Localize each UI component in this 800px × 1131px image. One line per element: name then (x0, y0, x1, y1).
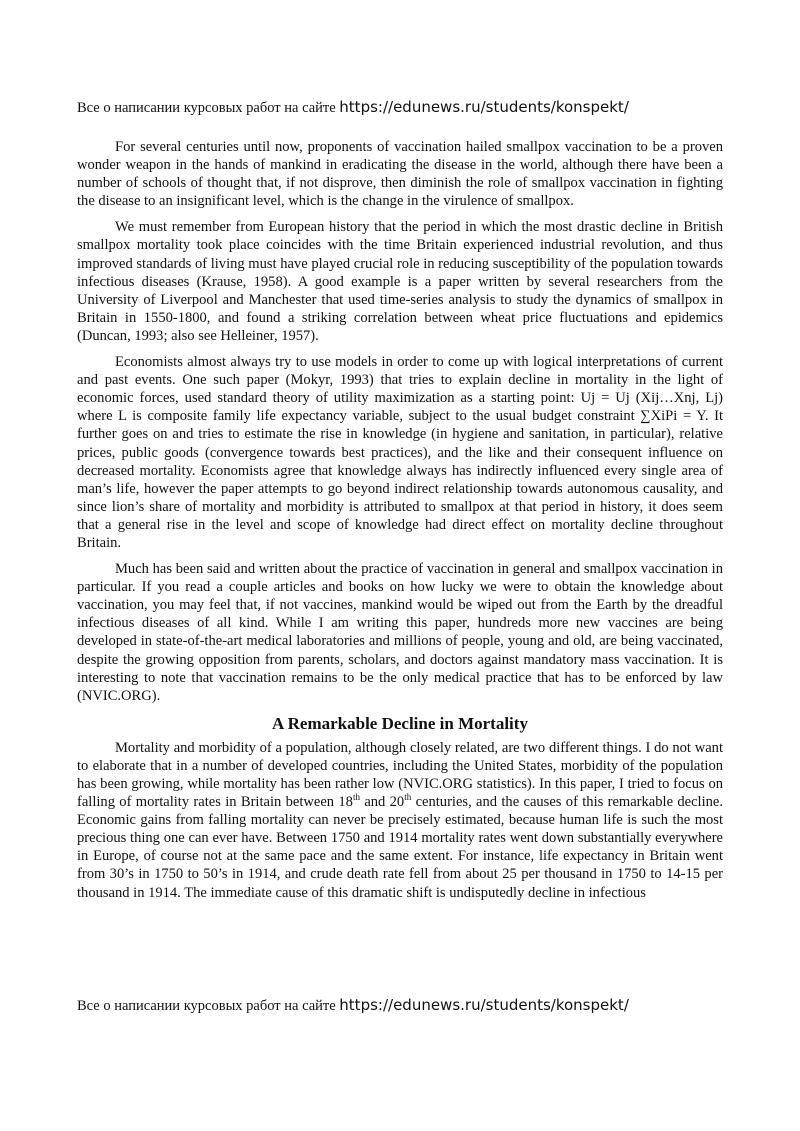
section-heading: A Remarkable Decline in Mortality (272, 713, 528, 733)
paragraph-3: Economists almost always try to use models in order to come up with logical interpretations of current and past events. One such paper (Mokyr, 1993) that tries to explain decline in mortality in the light of economic forces, used standard theory of utility maximization as a starting point: Uj = Uj (Xij…Xnj, Lj) where L is composite family life expectancy variable, subject to the usual budget constraint ∑XiPi = Y. It further goes on and tries to estimate the rise in knowledge (in hygiene and sanitation, in particular), relative prices, public goods (convergence towards best practices), and the like and their consequent influence on decreased mortality. Economists agree that knowledge always has indirectly influenced every single area of man’s life, however the paper attempts to go beyond indirect relationship towards autonomous causality, and since lion’s share of mortality and morbidity is attributed to smallpox at that period in history, it does seem that a general rise in the level and scope of knowledge had direct effect on mortality decline throughout Britain. (77, 354, 723, 551)
paragraph-5-part-1: Mortality and morbidity of a population, although closely related, are two different things. I do not want to elaborate that in a number of developed countries, including the United States, morbidity of the population has been growing, while mortality has been rather low (NVIC.ORG statistics). In this paper, I tried to focus on falling of mortality rates in Britain between 18 (77, 739, 723, 811)
page-footer (77, 995, 740, 1016)
paragraph-5 (77, 739, 723, 902)
document-body (77, 138, 723, 910)
paragraph-5-part-2: and 20 (359, 794, 405, 811)
page-header (77, 97, 740, 118)
footer-link[interactable]: https://edunews.ru/students/konspekt/ (339, 996, 629, 1014)
paragraph-2: We must remember from European history that the period in which the most drastic decline in British smallpox mortality took place coincides with the time Britain experienced industrial revolution, and thus improved standards of living must have played crucial role in reducing susceptibility of the population towards infectious diseases (Krause, 1958). A good example is a paper written by several researchers from the University of Liverpool and Manchester that used time-series analysis to study the dynamics of smallpox in Britain in 1550-1800, and found a striking correlation between wheat price fluctuations and epidemics (Duncan, 1993; also see Helleiner, 1957). (77, 219, 723, 344)
footer-text: Все о написании курсовых работ на сайте (77, 998, 340, 1014)
superscript-th-2: th (404, 792, 412, 803)
paragraph-4: Much has been said and written about the practice of vaccination in general and smallpox vaccination in particular. If you read a couple articles and books on how lucky we were to obtain the knowledge about vaccination, you may feel that, if not vaccines, mankind would be wiped out from the Earth by the dreadful infectious diseases of all kind. While I am writing this paper, hundreds more new vaccines are being developed in state-of-the-art medical laboratories and millions of people, young and old, are being vaccinated, despite the growing opposition from parents, scholars, and doctors against mandatory mass vaccination. It is interesting to note that vaccination remains to be the only medical practice that has to be enforced by law (NVIC.ORG). (77, 561, 723, 704)
paragraph-1: For several centuries until now, proponents of vaccination hailed smallpox vaccination to be a proven wonder weapon in the hands of mankind in eradicating the disease in the world, although there have been a number of schools of thought that, if not disprove, then diminish the role of smallpox vaccination in fighting the disease to an insignificant level, which is the change in the virulence of smallpox. (77, 139, 723, 210)
header-link[interactable]: https://edunews.ru/students/konspekt/ (339, 98, 629, 116)
superscript-th-1: th (352, 792, 360, 803)
paragraph-5-part-3: centuries, and the causes of this remarkable decline. Economic gains from falling mortality can never be precisely estimated, because human life is such the most precious thing one can ever have. Between 1750 and 1914 mortality rates went down substantially everywhere in Europe, of course not at the same pace and the same extent. For instance, life expectancy in Britain went from 30’s in 1750 to 50’s in 1914, and crude death rate fell from about 25 per thousand in 1750 to 14-15 per thousand in 1914. The immediate cause of this dramatic shift is undisputedly decline in infectious (77, 794, 723, 901)
header-text: Все о написании курсовых работ на сайте (77, 100, 340, 116)
